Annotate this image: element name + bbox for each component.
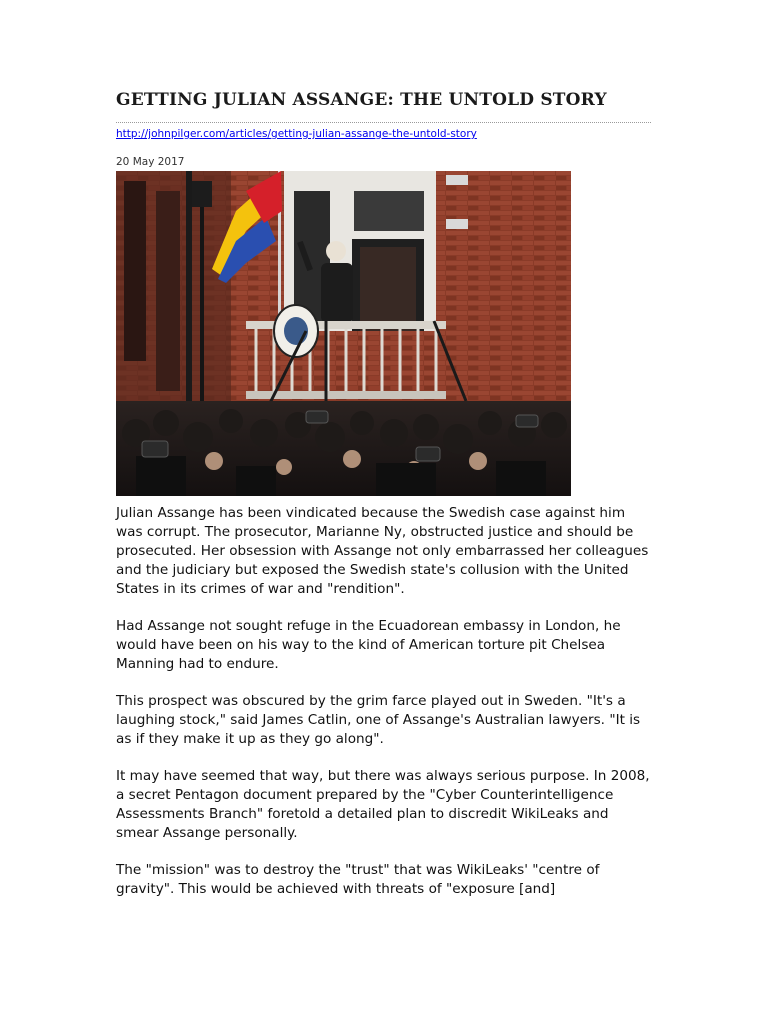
article-date: 20 May 2017 bbox=[116, 156, 185, 168]
paragraph: It may have seemed that way, but there was always serious purpose. In 2008, a secret Pentagon document prepared by the "Cyber Counterintelligence Assessments Branch" foretold a detailed plan to discredit WikiLeaks and smear Assange personally. bbox=[116, 768, 650, 841]
article-photo bbox=[116, 171, 571, 496]
paragraph: The "mission" was to destroy the "trust" that was WikiLeaks' "centre of gravity". This would be achieved with threats of "exposure [and] bbox=[116, 862, 600, 897]
title-divider bbox=[116, 122, 651, 123]
article-url-link[interactable]: http://johnpilger.com/articles/getting-julian-assange-the-untold-story bbox=[116, 128, 477, 140]
paragraph: Julian Assange has been vindicated because the Swedish case against him was corrupt. The prosecutor, Marianne Ny, obstructed justice and should be prosecuted. Her obsession with Assange not only embarrassed her colleagues and the judiciary but exposed the Swedish state's collusion with the United States in its crimes of war and "rendition". bbox=[116, 505, 649, 597]
paragraph: This prospect was obscured by the grim farce played out in Sweden. "It's a laughing stock," said James Catlin, one of Assange's Australian lawyers. "It is as if they make it up as they go along". bbox=[116, 693, 641, 747]
article-title: GETTING JULIAN ASSANGE: THE UNTOLD STORY bbox=[116, 90, 607, 110]
article-body bbox=[116, 504, 652, 917]
embassy-balcony-photo bbox=[116, 171, 571, 496]
paragraph: Had Assange not sought refuge in the Ecuadorean embassy in London, he would have been on his way to the kind of American torture pit Chelsea Manning had to endure. bbox=[116, 618, 621, 672]
